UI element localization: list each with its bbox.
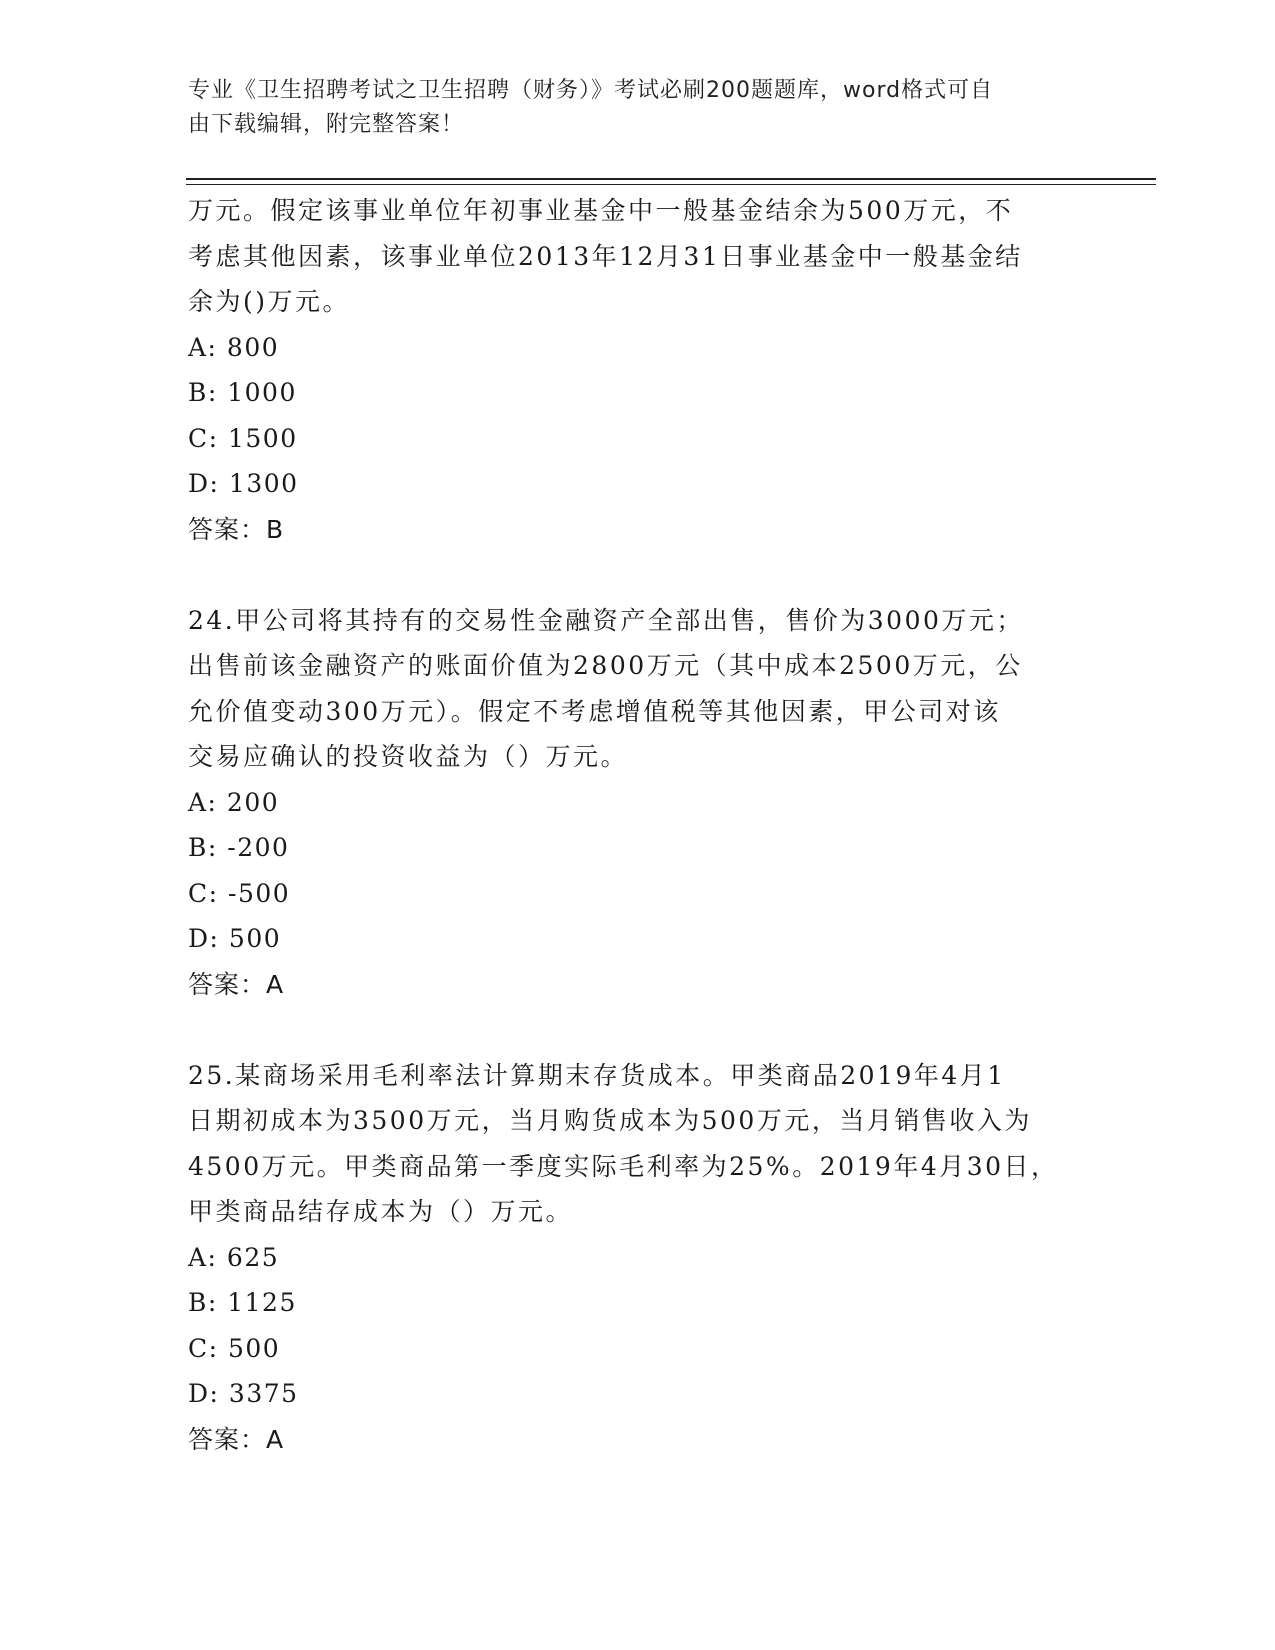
header-divider-thick [186, 178, 1156, 180]
option-b: B: 1125 [188, 1288, 297, 1317]
header-divider-thin [186, 184, 1156, 185]
question-24 [188, 598, 1088, 1008]
question-25 [188, 1053, 1088, 1463]
header-line-1: 专业《卫生招聘考试之卫生招聘（财务）》考试必刷200题题库，word格式可自 [188, 78, 994, 103]
question-stem-line: 万元。假定该事业单位年初事业基金中一般基金结余为500万元，不 [188, 196, 1014, 225]
question-stem-line: 24.甲公司将其持有的交易性金融资产全部出售，售价为3000万元； [188, 605, 1024, 635]
question-spacer [188, 1007, 1088, 1053]
question-stem-line: 4500万元。甲类商品第一季度实际毛利率为25%。2019年4月30日， [188, 1151, 1059, 1181]
option-a: A: 625 [188, 1242, 280, 1272]
option-b: B: 1000 [188, 378, 297, 407]
answer-line: 答案：A [188, 969, 285, 999]
question-stem-line: 交易应确认的投资收益为（）万元。 [188, 742, 629, 771]
header-line-2: 由下载编辑，附完整答案！ [188, 112, 465, 137]
option-d: D: 1300 [188, 469, 299, 498]
option-c: C: -500 [188, 878, 291, 908]
option-d: D: 500 [188, 924, 282, 953]
answer-line: 答案：B [188, 514, 285, 544]
document-header [188, 74, 1068, 142]
question-23 [188, 188, 1088, 552]
question-stem-line: 甲类商品结存成本为（）万元。 [188, 1197, 574, 1226]
answer-line: 答案：A [188, 1424, 285, 1454]
question-spacer [188, 552, 1088, 598]
option-c: C: 1500 [188, 423, 298, 453]
option-d: D: 3375 [188, 1379, 299, 1408]
question-stem-line: 出售前该金融资产的账面价值为2800万元（其中成本2500万元，公 [188, 651, 1023, 680]
question-stem-line: 允价值变动300万元）。假定不考虑增值税等其他因素，甲公司对该 [188, 696, 1001, 726]
question-stem-line: 余为()万元。 [188, 287, 351, 316]
option-b: B: -200 [188, 833, 290, 862]
question-stem-line: 考虑其他因素，该事业单位2013年12月31日事业基金中一般基金结 [188, 241, 1023, 271]
question-stem-line: 日期初成本为3500万元，当月购货成本为500万元，当月销售收入为 [188, 1106, 1032, 1135]
question-list [188, 188, 1088, 1462]
option-a: A: 800 [188, 332, 280, 362]
option-c: C: 500 [188, 1333, 281, 1363]
question-stem-line: 25.某商场采用毛利率法计算期末存货成本。甲类商品2019年4月1 [188, 1060, 1006, 1090]
option-a: A: 200 [188, 787, 280, 817]
